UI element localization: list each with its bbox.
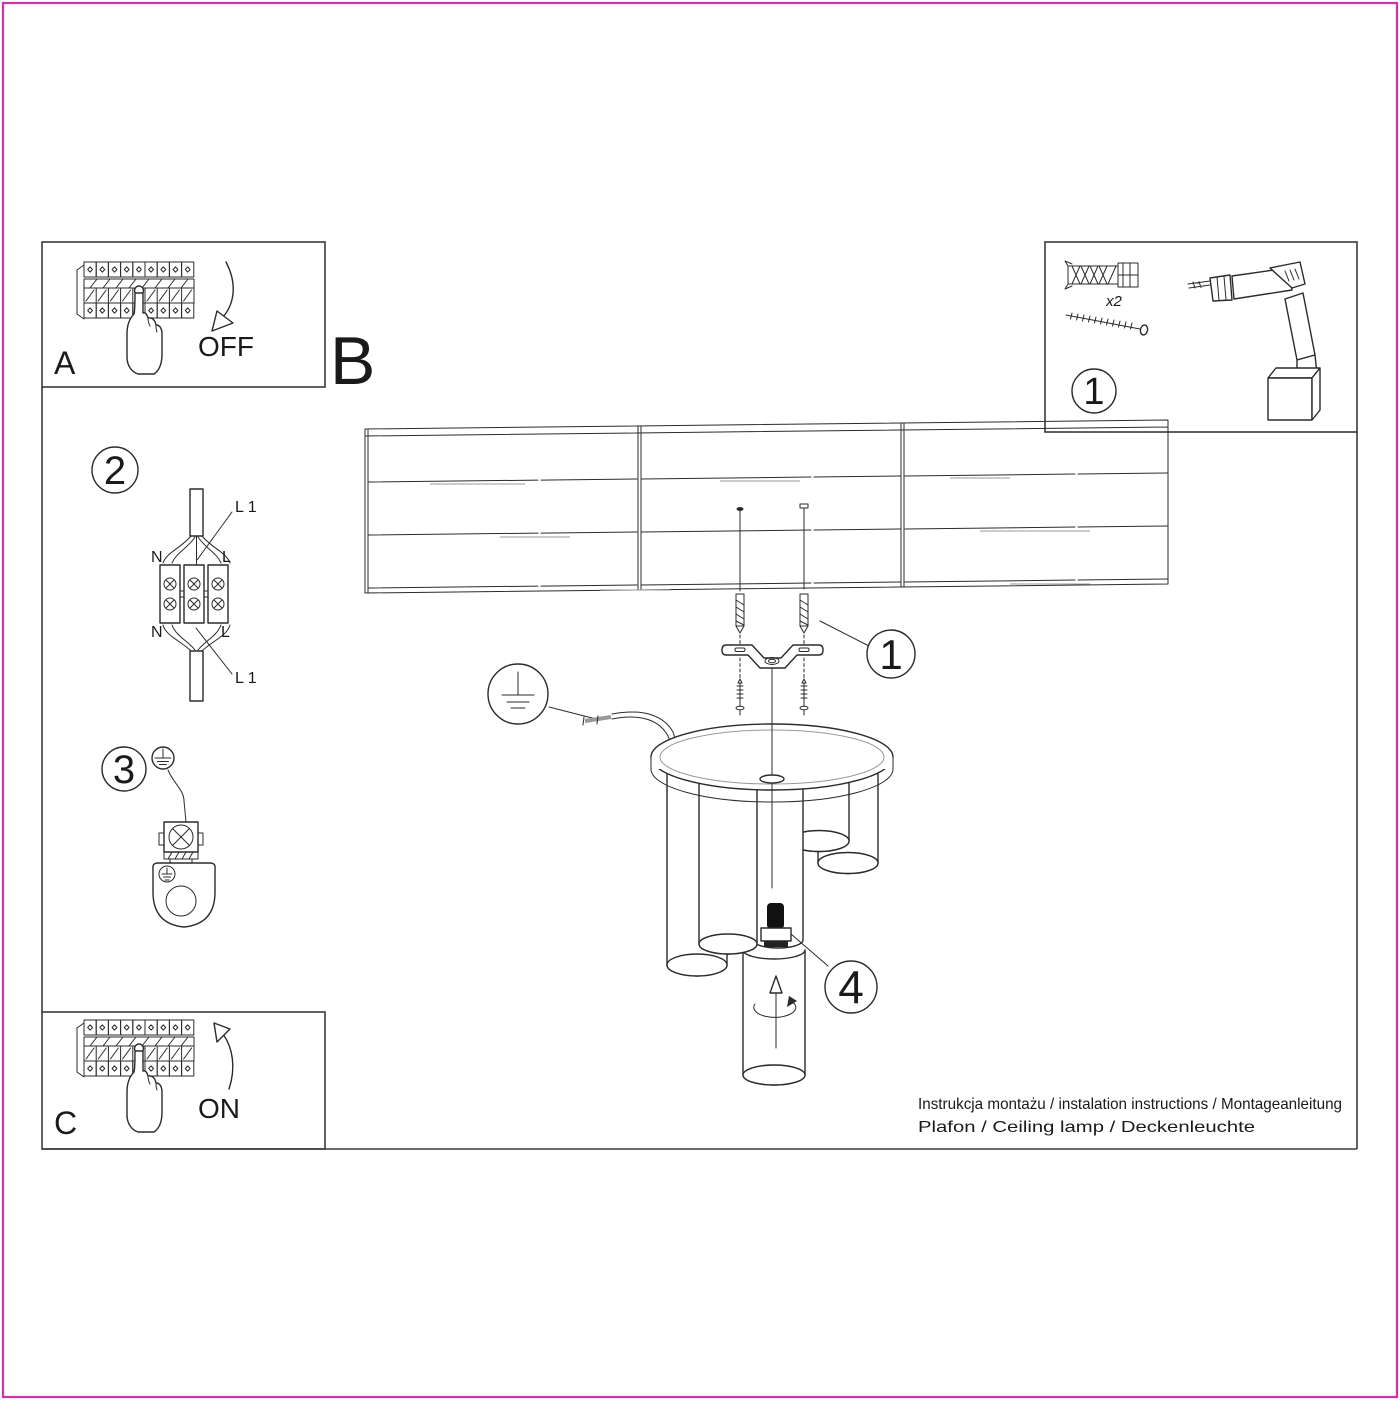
canopy-fitting	[760, 775, 784, 783]
label-l1-top: L 1	[235, 499, 257, 516]
panel-a-letter: A	[54, 345, 76, 381]
circuit-breaker-icon	[77, 1020, 194, 1132]
footer-line2: Plafon / Ceiling lamp / Deckenleuchte	[918, 1119, 1256, 1136]
panel-c-letter: C	[54, 1105, 78, 1141]
section-b-letter: B	[330, 323, 376, 399]
step2-wiring	[92, 447, 257, 701]
footer-line1: Instrukcja montażu / instalation instructions / Montageanleitung	[918, 1096, 1342, 1113]
label-l-top: L	[222, 549, 231, 566]
label-l1-bottom: L 1	[235, 670, 257, 687]
bracket-screw-right	[800, 679, 808, 715]
leader-mount	[820, 621, 869, 646]
panel-a	[54, 262, 254, 381]
wire-bottom-left	[163, 625, 195, 651]
arrow-down-icon	[212, 262, 233, 331]
terminal-block	[160, 565, 228, 623]
mounting-bracket	[722, 645, 823, 668]
leader-ground	[549, 707, 596, 719]
ceiling-screw-right	[800, 504, 808, 589]
ceiling	[365, 420, 1168, 593]
page-border	[3, 3, 1397, 1397]
step3-number: 3	[112, 748, 136, 792]
ground-wire	[168, 770, 186, 822]
screw-icon	[1066, 313, 1148, 336]
step2-number: 2	[103, 449, 127, 493]
wall-plug-right	[800, 594, 808, 633]
circuit-breaker-icon	[77, 262, 194, 374]
bracket-screw-left	[736, 679, 744, 715]
label-n-bottom: N	[151, 624, 163, 641]
wall-plug-left	[736, 594, 744, 633]
label-l-bottom: L	[221, 624, 230, 641]
tools-box	[1065, 261, 1320, 420]
panel-c	[54, 1020, 240, 1141]
lamp	[488, 664, 893, 1085]
mounting	[722, 504, 915, 715]
tools-step-number: 1	[1083, 371, 1105, 413]
layout-frame	[42, 242, 1357, 1149]
label-n-top: N	[151, 549, 163, 566]
grounding-bracket	[153, 863, 215, 927]
on-label: ON	[198, 1093, 240, 1124]
cable-bottom	[190, 651, 203, 701]
arrow-up-icon	[214, 1023, 233, 1089]
mount-step-number: 1	[879, 631, 903, 678]
drill-icon	[1188, 262, 1320, 420]
ceiling-screw-left	[737, 507, 744, 591]
step3-grounding	[102, 747, 215, 927]
off-label: OFF	[198, 331, 254, 362]
bulb-step-number: 4	[838, 961, 864, 1013]
cable-top	[190, 489, 203, 536]
cable-clamp	[159, 822, 203, 863]
footer	[918, 1096, 1342, 1136]
anchor-qty-label: x2	[1106, 293, 1122, 310]
wall-plug-icon	[1065, 261, 1138, 289]
wire-top-left	[163, 536, 195, 563]
